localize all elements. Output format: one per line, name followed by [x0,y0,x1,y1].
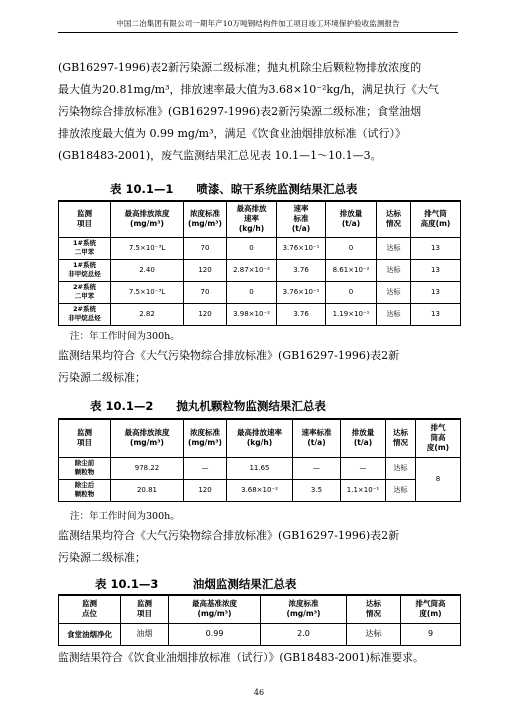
paragraph-line: 污染源二级标准； [58,551,146,564]
table-note: 注：年工作时间为300h。 [70,331,180,342]
cell: 1#系统 二甲苯 [59,237,111,259]
cell: 0.99 [169,623,261,645]
col-header: 浓度标准 (mg/m³) [184,419,227,457]
cell: 120 [184,479,227,501]
cell: — [184,457,227,479]
col-header: 速率 标准 (t/a) [277,201,326,237]
cell: 2.40 [111,259,184,281]
cell: 13 [411,259,461,281]
paragraph-line: (GB16297-1996)表2新污染源二级标准；抛丸机除尘后颗粒物排放浓度的 [58,61,422,74]
cell: 3.76×10⁻¹ [277,281,326,303]
cell: 120 [184,303,227,325]
cell: 11.65 [227,457,293,479]
paragraph-line: 监测结果均符合《大气污染物综合排放标准》(GB16297-1996)表2新 [58,529,400,542]
cell: 120 [184,259,227,281]
col-header: 最高排放 速率 (kg/h) [227,201,277,237]
cell: 3.98×10⁻² [227,303,277,325]
col-header: 监测 项目 [121,595,169,623]
cell: 8 [416,457,461,501]
cell: 3.5 [293,479,341,501]
col-header: 浓度标准 (mg/m³) [261,595,347,623]
col-header: 监测 点位 [59,595,121,623]
table-caption: 表 10.1—1 喷漆、晾干系统监测结果汇总表 [110,182,358,196]
cell: 达标 [377,259,411,281]
cell: 达标 [377,237,411,259]
table-caption: 表 10.1—3 油烟监测结果汇总表 [95,577,297,591]
cell: 除尘前 颗粒物 [59,457,111,479]
cell: 1#系统 非甲烷总烃 [59,259,111,281]
cell: 2#系统 非甲烷总烃 [59,303,111,325]
table-row [59,457,461,479]
table-caption: 表 10.1—2 抛丸机颗粒物监测结果汇总表 [90,399,326,413]
cell: 978.22 [111,457,184,479]
cell: — [293,457,341,479]
col-header: 监测 项目 [59,419,111,457]
cell: 达标 [386,479,416,501]
col-header: 排气 筒高 度(m) [416,419,461,457]
cell: 达标 [347,623,401,645]
cell: 70 [184,237,227,259]
cell: 8.61×10⁻² [326,259,377,281]
col-header: 达标 情况 [347,595,401,623]
cell: 13 [411,237,461,259]
cell: 9 [401,623,461,645]
page-number: 46 [253,688,265,697]
cell: 除尘后 颗粒物 [59,479,111,501]
col-header: 排气筒高 度(m) [401,595,461,623]
table-row [59,479,461,501]
cell: 达标 [386,457,416,479]
page-header: 中国二冶集团有限公司一期年产10万吨钢结构件加工项目竣工环境保护验收监测报告 [58,18,458,33]
cell: 3.68×10⁻² [227,479,293,501]
paragraph-line: 排放浓度最大值为 0.99 mg/m³，满足《饮食业油烟排放标准（试行）》 [58,127,407,140]
paragraph-line: (GB18483-2001)，废气监测结果汇总见表 10.1—1～10.1—3。 [58,149,382,162]
cell: 13 [411,303,461,325]
table-row [59,237,461,259]
col-header: 浓度标准 (mg/m³) [184,201,227,237]
emission-table-2 [58,418,461,502]
cell: 2.0 [261,623,347,645]
paragraph-line: 最大值为20.81mg/m³，排放速率最大值为3.68×10⁻²kg/h，满足执行《大气 [58,83,439,96]
col-header: 排放量 (t/a) [341,419,386,457]
paragraph-line: 污染源二级标准； [58,371,146,384]
cell: — [341,457,386,479]
table-row [59,259,461,281]
col-header: 最高排放浓度 (mg/m³) [111,201,184,237]
col-header: 速率标准 (t/a) [293,419,341,457]
cell: 达标 [377,303,411,325]
cell: 食堂油烟净化 [59,623,121,645]
table-row [59,623,461,645]
cell: 7.5×10⁻³L [111,237,184,259]
paragraph-line: 污染物综合排放标准》(GB16297-1996)表2新污染源二级标准；食堂油烟 [58,105,422,118]
emission-table-1 [58,200,461,326]
col-header: 排气筒 高度(m) [411,201,461,237]
col-header: 最高排放速率 (kg/h) [227,419,293,457]
col-header: 排放量 (t/a) [326,201,377,237]
paragraph-line: 监测结果符合《饮食业油烟排放标准（试行）》(GB18483-2001)标准要求。 [58,651,424,664]
cell: 2.82 [111,303,184,325]
cell: 油烟 [121,623,169,645]
table-row [59,281,461,303]
paragraph-line: 监测结果均符合《大气污染物综合排放标准》(GB16297-1996)表2新 [58,349,400,362]
emission-table-3 [58,594,461,646]
col-header: 最高排放浓度 (mg/m³) [111,419,184,457]
cell: 3.76×10⁻¹ [277,237,326,259]
col-header: 监测 项目 [59,201,111,237]
cell: 13 [411,281,461,303]
cell: 0 [326,281,377,303]
cell: 1.19×10⁻¹ [326,303,377,325]
cell: 1.1×10⁻¹ [341,479,386,501]
col-header: 最高基准浓度 (mg/m³) [169,595,261,623]
cell: 达标 [377,281,411,303]
col-header: 达标 情况 [386,419,416,457]
cell: 3.76 [277,259,326,281]
cell: 20.81 [111,479,184,501]
cell: 0 [227,237,277,259]
cell: 0 [326,237,377,259]
cell: 7.5×10⁻³L [111,281,184,303]
table-row [59,303,461,325]
cell: 0 [227,281,277,303]
cell: 70 [184,281,227,303]
table-note: 注：年工作时间为300h。 [70,511,180,522]
cell: 2.87×10⁻² [227,259,277,281]
col-header: 达标 情况 [377,201,411,237]
cell: 2#系统 二甲苯 [59,281,111,303]
cell: 3.76 [277,303,326,325]
